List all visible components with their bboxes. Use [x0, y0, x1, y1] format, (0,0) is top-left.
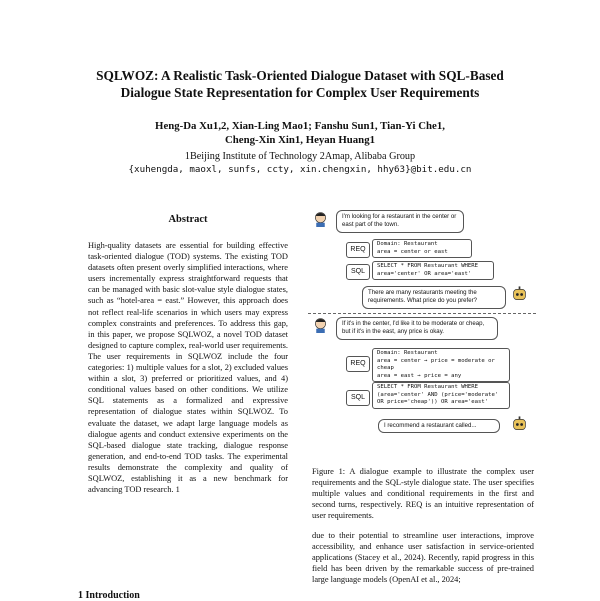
abstract-heading: Abstract [168, 214, 208, 225]
user-avatar-icon [312, 316, 329, 333]
authors: Heng-Da Xu1,2, Xian-Ling Mao1; Fanshu Sun1, Tian-Yi Che1, Cheng-Xin Xin1, Heyan Huang1 [155, 120, 445, 146]
sql-box-2: SELECT * FROM Restaurant WHERE (area='center' AND (price='moderate' OR price='cheap')) OR area='east' [372, 382, 510, 409]
robot-avatar-icon [511, 286, 528, 303]
user-utterance-2: If it's in the center, I'd like it to be moderate or cheap, but if it's in the east, any price is okay. [336, 317, 498, 340]
robot-avatar-icon [511, 416, 528, 433]
author-emails: {xuhengda, maoxl, sunfs, ccty, xin.chengxin, hhy63}@bit.edu.cn [128, 164, 472, 175]
user-utterance-1: I'm looking for a restaurant in the center or east part of the town. [336, 210, 464, 233]
turn-divider [308, 313, 536, 314]
req-label-1: REQ [346, 242, 370, 258]
system-utterance-2: I recommend a restaurant called... [378, 419, 500, 433]
sql-label-1: SQL [346, 264, 370, 280]
system-utterance-1: There are many restaurants meeting the requirements. What price do you prefer? [362, 286, 506, 309]
introduction-heading: 1 Introduction [78, 590, 140, 601]
figure-caption: Figure 1: A dialogue example to illustrate the complex user requirements and the SQL-style dialogue state. The user specifies multiple values and conditional requirements in the first and second turns, respectively. REQ is an intuitive representation of user requirements. [312, 467, 534, 521]
figure-1 [308, 204, 536, 460]
intro-paragraph: due to their potential to streamline user interactions, improve accessibility, and enhance user satisfaction in service-oriented applications (Stacey et al., 2024). Recently, rapid progress in this field has been driven by the remarkable success of pre-trained large language models (OpenAI et al., 2024; [312, 531, 534, 585]
sql-label-2: SQL [346, 390, 370, 406]
paper-title: SQLWOZ: A Realistic Task-Oriented Dialogue Dataset with SQL-Based Dialogue State Representation for Complex User Requirements [96, 68, 504, 100]
req-box-2: Domain: Restaurant area = center → price = moderate or cheap area = east → price = any [372, 348, 510, 382]
user-avatar-icon [312, 210, 329, 227]
abstract-text: High-quality datasets are essential for building effective task-oriented dialogue (TOD) systems. The existing TOD datasets often present overly simplified interactions, where users incrementally express straightforward requests that can be managed with basic slot-value style dialogue states, such as “hotel-area = east.” However, this approach does not reflect real-life scenarios in which users may express complex constraints and preferences. To address this gap, in this paper, we propose SQLWOZ, a novel TOD dataset designed to capture complex, real-world user requirements. The user requirements in SQLWOZ include the four categories: 1) multiple values for a slot, 2) excluded values within a slot, 3) preferred or prioritized values, and 4) conditional values based on other conditions. We utilize SQL statements as a formalized and expressive representation of dialogue states within SQLWOZ. To evaluate the dataset, we adapt large language models as dialogue agents and conduct extensive experiments on the SQL-based dialogue state tracking, dialogue response generation, and end-to-end TOD tasks. The experimental results demonstrate the complexity and quality of SQLWOZ, establishing it as a new benchmark for advancing TOD research. 1 [88, 241, 288, 495]
req-label-2: REQ [346, 356, 370, 372]
affiliations: 1Beijing Institute of Technology 2Amap, Alibaba Group [184, 151, 416, 162]
req-box-1: Domain: Restaurant area = center or east [372, 239, 472, 258]
sql-box-1: SELECT * FROM Restaurant WHERE area='center' OR area='east' [372, 261, 494, 280]
